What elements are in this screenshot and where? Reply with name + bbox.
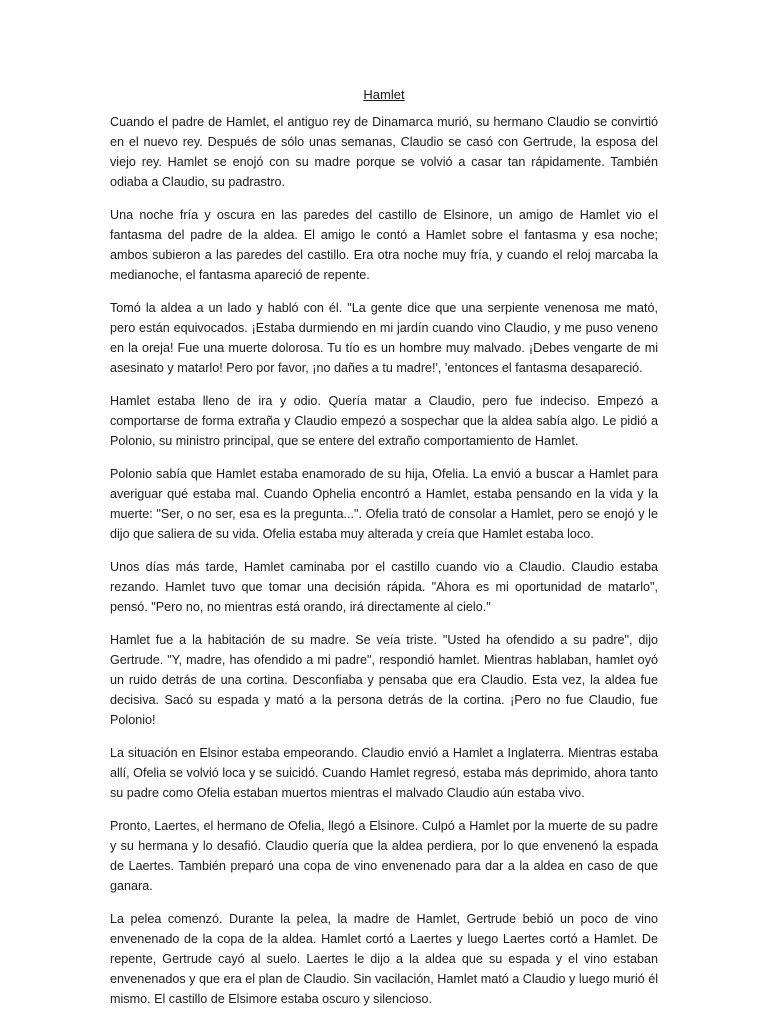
paragraph-6: Unos días más tarde, Hamlet caminaba por el castillo cuando vio a Claudio. Claudio estaba rezando. Hamlet tuvo que tomar una decisión rápida. "Ahora es mi oportunidad de matarlo", pensó. "Pero no, no mientras está orando, irá directamente al cielo." [110, 560, 658, 614]
paragraph-2: Una noche fría y oscura en las paredes del castillo de Elsinore, un amigo de Hamlet vio el fantasma del padre de la aldea. El amigo le contó a Hamlet sobre el fantasma y esa noche; ambos subieron a las paredes del castillo. Era otra noche muy fría, y cuando el reloj marcaba la medianoche, el fantasma apareció de repente. [110, 208, 658, 282]
paragraph-9: Pronto, Laertes, el hermano de Ofelia, llegó a Elsinore. Culpó a Hamlet por la muerte de su padre y su hermana y lo desafió. Claudio quería que la aldea perdiera, por lo que envenenó la espada de Laertes. También preparó una copa de vino envenenado para dar a la aldea en caso de que ganara. [110, 819, 658, 893]
paragraph-10: La pelea comenzó. Durante la pelea, la madre de Hamlet, Gertrude bebió un poco de vino envenenado de la copa de la aldea. Hamlet cortó a Laertes y luego Laertes cortó a Hamlet. De repente, Gertrude cayó al suelo. Laertes le dijo a la aldea que su espada y el vino estaban envenenados y que era el plan de Claudio. Sin vacilación, Hamlet mató a Claudio y luego murió él mismo. El castillo de Elsimore estaba oscuro y silencioso. [110, 912, 658, 1006]
paragraph-8: La situación en Elsinor estaba empeorando. Claudio envió a Hamlet a Inglaterra. Mientras estaba allí, Ofelia se volvió loca y se suicidó. Cuando Hamlet regresó, estaba más deprimido, ahora tanto su padre como Ofelia estaban muertos mientras el malvado Claudio aún estaba vivo. [110, 746, 658, 800]
document-title: Hamlet [363, 87, 405, 102]
paragraph-3: Tomó la aldea a un lado y habló con él. "La gente dice que una serpiente venenosa me mató, pero están equivocados. ¡Estaba durmiendo en mi jardín cuando vino Claudio, y me puso veneno en la oreja! Fue una muerte dolorosa. Tu tío es un hombre muy malvado. ¡Debes vengarte de mi asesinato y matarlo! Pero por favor, ¡no dañes a tu madre!', 'entonces el fantasma desapareció. [110, 301, 658, 375]
paragraph-4: Hamlet estaba lleno de ira y odio. Quería matar a Claudio, pero fue indeciso. Empezó a comportarse de forma extraña y Claudio empezó a sospechar que la aldea sabía algo. Le pidió a Polonio, su ministro principal, que se entere del extraño comportamiento de Hamlet. [110, 394, 658, 448]
paragraph-5: Polonio sabía que Hamlet estaba enamorado de su hija, Ofelia. La envió a buscar a Hamlet para averiguar qué estaba mal. Cuando Ophelia encontró a Hamlet, estaba pensando en la vida y la muerte: "Ser, o no ser, esa es la pregunta...". Ofelia trató de consolar a Hamlet, pero se enojó y le dijo que saliera de su vida. Ofelia estaba muy alterada y creía que Hamlet estaba loco. [110, 467, 658, 541]
paragraph-7: Hamlet fue a la habitación de su madre. Se veía triste. "Usted ha ofendido a su padre", dijo Gertrude. "Y, madre, has ofendido a mi padre", respondió hamlet. Mientras hablaban, hamlet oyó un ruido detrás de una cortina. Desconfiaba y pensaba que era Claudio. Esta vez, la aldea fue decisiva. Sacó su espada y mató a la persona detrás de la cortina. ¡Pero no fue Claudio, fue Polonio! [110, 633, 658, 727]
document-body [110, 86, 658, 1022]
paragraph-1: Cuando el padre de Hamlet, el antiguo rey de Dinamarca murió, su hermano Claudio se convirtió en el nuevo rey. Después de sólo unas semanas, Claudio se casó con Gertrude, la esposa del viejo rey. Hamlet se enojó con su madre porque se volvió a casar tan rápidamente. También odiaba a Claudio, su padrastro. [110, 115, 658, 189]
